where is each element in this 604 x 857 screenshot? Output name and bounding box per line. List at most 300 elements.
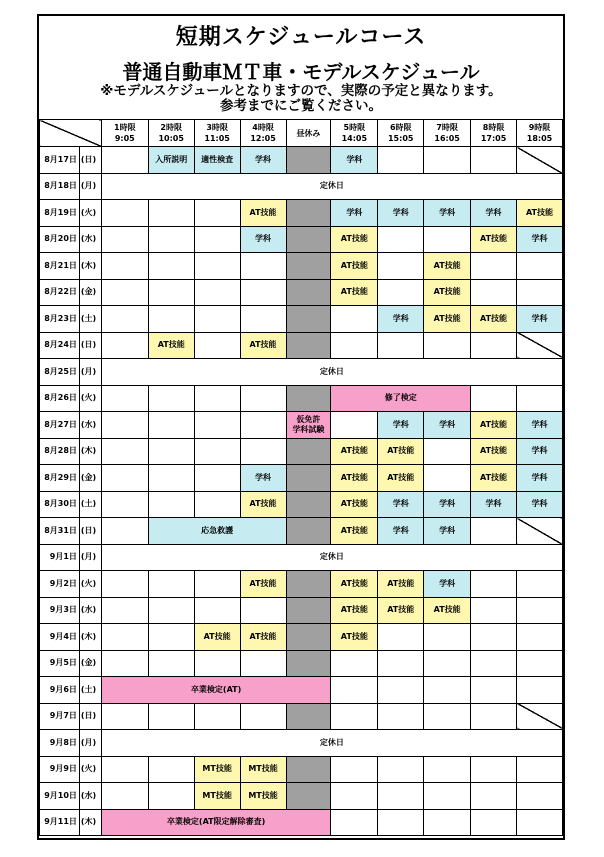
date-cell: 8月19日 bbox=[40, 200, 80, 227]
empty-cell bbox=[424, 703, 471, 730]
weekday-cell: (火) bbox=[79, 200, 101, 227]
empty-cell bbox=[148, 438, 194, 465]
date-cell: 9月11日 bbox=[40, 809, 80, 836]
lesson-cell: AT技能 bbox=[378, 438, 424, 465]
notice-line-2: 参考までにご覧ください。 bbox=[220, 98, 382, 114]
empty-cell bbox=[378, 279, 424, 306]
empty-cell bbox=[194, 279, 240, 306]
empty-cell bbox=[378, 703, 424, 730]
empty-cell bbox=[517, 650, 563, 677]
empty-cell bbox=[471, 147, 517, 174]
period-header bbox=[240, 120, 286, 147]
table-row bbox=[40, 385, 563, 412]
empty-cell bbox=[148, 703, 194, 730]
empty-cell bbox=[101, 597, 148, 624]
lesson-cell: AT技能 bbox=[240, 491, 286, 518]
empty-cell bbox=[101, 200, 148, 227]
lunch-break-cell bbox=[286, 650, 331, 677]
empty-cell bbox=[194, 226, 240, 253]
lesson-cell: AT技能 bbox=[471, 226, 517, 253]
corner-cell bbox=[40, 120, 102, 147]
empty-cell bbox=[194, 438, 240, 465]
weekday-cell: (水) bbox=[79, 226, 101, 253]
empty-cell bbox=[471, 332, 517, 359]
lesson-cell: 卒業検定(AT) bbox=[101, 677, 331, 704]
table-row bbox=[40, 279, 563, 306]
period-header bbox=[424, 120, 471, 147]
empty-cell bbox=[331, 677, 378, 704]
lesson-cell: 学科 bbox=[517, 226, 563, 253]
date-cell: 9月10日 bbox=[40, 783, 80, 810]
lunch-break-cell bbox=[286, 571, 331, 598]
date-cell: 8月24日 bbox=[40, 332, 80, 359]
date-cell: 9月2日 bbox=[40, 571, 80, 598]
lunch-break-cell bbox=[286, 703, 331, 730]
empty-cell bbox=[517, 332, 563, 359]
empty-cell bbox=[148, 624, 194, 651]
period-label: 9時限 bbox=[528, 123, 551, 132]
empty-cell bbox=[194, 385, 240, 412]
empty-cell bbox=[471, 571, 517, 598]
table-row bbox=[40, 200, 563, 227]
empty-cell bbox=[517, 279, 563, 306]
lunch-break-cell bbox=[286, 783, 331, 810]
lesson-cell: 応急救護 bbox=[148, 518, 286, 545]
lunch-break-cell bbox=[286, 279, 331, 306]
empty-cell bbox=[194, 597, 240, 624]
date-cell: 9月7日 bbox=[40, 703, 80, 730]
weekday-cell: (火) bbox=[79, 571, 101, 598]
empty-cell bbox=[148, 783, 194, 810]
lesson-cell: AT技能 bbox=[331, 571, 378, 598]
lesson-cell: AT技能 bbox=[240, 571, 286, 598]
empty-cell bbox=[240, 438, 286, 465]
empty-cell bbox=[194, 332, 240, 359]
period-label: 7時限 bbox=[436, 123, 458, 132]
date-cell: 8月28日 bbox=[40, 438, 80, 465]
lesson-cell: 学科 bbox=[424, 571, 471, 598]
table-row bbox=[40, 756, 563, 783]
lesson-cell: AT技能 bbox=[331, 438, 378, 465]
empty-cell bbox=[194, 491, 240, 518]
table-row bbox=[40, 147, 563, 174]
lesson-cell: 学科 bbox=[424, 491, 471, 518]
empty-cell bbox=[424, 650, 471, 677]
empty-cell bbox=[471, 783, 517, 810]
empty-cell bbox=[471, 385, 517, 412]
lesson-cell: AT技能 bbox=[148, 332, 194, 359]
date-cell: 8月18日 bbox=[40, 173, 80, 200]
period-header bbox=[471, 120, 517, 147]
weekday-cell: (金) bbox=[79, 465, 101, 492]
table-row bbox=[40, 677, 563, 704]
page-subtitle: 普通自動車ＭＴ車・モデルスケジュール bbox=[122, 60, 480, 84]
lunch-break-cell bbox=[286, 491, 331, 518]
weekday-cell: (水) bbox=[79, 412, 101, 439]
period-label: 8時限 bbox=[482, 123, 505, 132]
lesson-cell: 学科 bbox=[240, 226, 286, 253]
notice-line-1: ※モデルスケジュールとなりますので、実際の予定と異なります。 bbox=[100, 83, 502, 99]
lesson-cell: AT技能 bbox=[331, 465, 378, 492]
empty-cell bbox=[194, 703, 240, 730]
period-header bbox=[286, 120, 331, 147]
empty-cell bbox=[471, 703, 517, 730]
lunch-break-cell bbox=[286, 518, 331, 545]
period-header bbox=[148, 120, 194, 147]
empty-cell bbox=[194, 465, 240, 492]
empty-cell bbox=[240, 597, 286, 624]
lesson-cell: AT技能 bbox=[331, 253, 378, 280]
period-header bbox=[101, 120, 148, 147]
empty-cell bbox=[101, 783, 148, 810]
lesson-cell: 学科 bbox=[378, 491, 424, 518]
weekday-cell: (水) bbox=[79, 597, 101, 624]
table-row bbox=[40, 730, 563, 757]
empty-cell bbox=[148, 306, 194, 333]
table-row bbox=[40, 306, 563, 333]
lesson-cell: 仮免許 学科試験 bbox=[286, 412, 331, 439]
lunch-break-cell bbox=[286, 597, 331, 624]
date-cell: 8月25日 bbox=[40, 359, 80, 386]
empty-cell bbox=[331, 412, 378, 439]
lesson-cell: 学科 bbox=[331, 200, 378, 227]
table-row bbox=[40, 518, 563, 545]
empty-cell bbox=[148, 385, 194, 412]
empty-cell bbox=[101, 491, 148, 518]
lesson-cell: 学科 bbox=[517, 306, 563, 333]
empty-cell bbox=[517, 756, 563, 783]
weekday-cell: (土) bbox=[79, 677, 101, 704]
weekday-cell: (日) bbox=[79, 332, 101, 359]
empty-cell bbox=[194, 253, 240, 280]
empty-cell bbox=[101, 226, 148, 253]
empty-cell bbox=[240, 253, 286, 280]
table-row bbox=[40, 438, 563, 465]
empty-cell bbox=[240, 306, 286, 333]
table-row bbox=[40, 571, 563, 598]
lesson-cell: AT技能 bbox=[331, 624, 378, 651]
empty-cell bbox=[517, 253, 563, 280]
period-label: 1時限 bbox=[114, 123, 136, 132]
empty-cell bbox=[101, 518, 148, 545]
empty-cell bbox=[194, 412, 240, 439]
weekday-cell: (月) bbox=[79, 730, 101, 757]
lesson-cell: AT技能 bbox=[194, 624, 240, 651]
empty-cell bbox=[240, 412, 286, 439]
table-row bbox=[40, 783, 563, 810]
weekday-cell: (火) bbox=[79, 756, 101, 783]
weekday-cell: (日) bbox=[79, 518, 101, 545]
lesson-cell: 学科 bbox=[424, 412, 471, 439]
table-row bbox=[40, 809, 563, 836]
lunch-break-cell bbox=[286, 253, 331, 280]
empty-cell bbox=[194, 571, 240, 598]
empty-cell bbox=[101, 412, 148, 439]
empty-cell bbox=[240, 385, 286, 412]
lesson-cell: 学科 bbox=[517, 465, 563, 492]
empty-cell bbox=[101, 571, 148, 598]
empty-cell bbox=[148, 465, 194, 492]
weekday-cell: (水) bbox=[79, 783, 101, 810]
empty-cell bbox=[148, 597, 194, 624]
empty-cell bbox=[101, 306, 148, 333]
period-time: 14:05 bbox=[341, 134, 368, 143]
date-cell: 9月5日 bbox=[40, 650, 80, 677]
empty-cell bbox=[378, 147, 424, 174]
table-row bbox=[40, 624, 563, 651]
empty-cell bbox=[517, 783, 563, 810]
empty-cell bbox=[378, 624, 424, 651]
lesson-cell: 学科 bbox=[517, 412, 563, 439]
lesson-cell: MT技能 bbox=[194, 783, 240, 810]
empty-cell bbox=[517, 703, 563, 730]
lesson-cell: AT技能 bbox=[424, 306, 471, 333]
empty-cell bbox=[424, 677, 471, 704]
closed-day-cell: 定休日 bbox=[101, 173, 562, 200]
lesson-cell: AT技能 bbox=[331, 491, 378, 518]
header-row bbox=[40, 120, 563, 147]
period-time: 18:05 bbox=[526, 134, 553, 143]
period-header bbox=[517, 120, 563, 147]
empty-cell bbox=[148, 226, 194, 253]
lesson-cell: AT技能 bbox=[240, 332, 286, 359]
weekday-cell: (土) bbox=[79, 306, 101, 333]
date-cell: 8月20日 bbox=[40, 226, 80, 253]
lesson-cell: 学科 bbox=[378, 306, 424, 333]
empty-cell bbox=[517, 571, 563, 598]
lunch-break-cell bbox=[286, 756, 331, 783]
empty-cell bbox=[424, 332, 471, 359]
lesson-cell: AT技能 bbox=[378, 571, 424, 598]
date-cell: 8月30日 bbox=[40, 491, 80, 518]
lesson-cell: AT技能 bbox=[331, 279, 378, 306]
empty-cell bbox=[240, 279, 286, 306]
period-time: 9:05 bbox=[114, 134, 135, 143]
lesson-cell: 学科 bbox=[240, 465, 286, 492]
lesson-cell: 学科 bbox=[378, 412, 424, 439]
lesson-cell: AT技能 bbox=[240, 624, 286, 651]
lunch-break-cell bbox=[286, 438, 331, 465]
period-label: 6時限 bbox=[389, 123, 412, 132]
date-cell: 9月1日 bbox=[40, 544, 80, 571]
table-row bbox=[40, 359, 563, 386]
empty-cell bbox=[378, 783, 424, 810]
lesson-cell: AT技能 bbox=[471, 438, 517, 465]
empty-cell bbox=[148, 200, 194, 227]
lesson-cell: 学科 bbox=[331, 147, 378, 174]
weekday-cell: (木) bbox=[79, 809, 101, 836]
schedule-sheet bbox=[37, 14, 565, 840]
empty-cell bbox=[378, 253, 424, 280]
period-header bbox=[378, 120, 424, 147]
date-cell: 8月22日 bbox=[40, 279, 80, 306]
empty-cell bbox=[101, 253, 148, 280]
lesson-cell: AT技能 bbox=[378, 465, 424, 492]
table-row bbox=[40, 465, 563, 492]
empty-cell bbox=[424, 809, 471, 836]
lesson-cell: 学科 bbox=[240, 147, 286, 174]
period-label: 5時限 bbox=[343, 123, 366, 132]
table-row bbox=[40, 650, 563, 677]
empty-cell bbox=[517, 597, 563, 624]
table-row bbox=[40, 544, 563, 571]
empty-cell bbox=[331, 650, 378, 677]
table-row bbox=[40, 332, 563, 359]
lunch-break-cell bbox=[286, 624, 331, 651]
empty-cell bbox=[331, 306, 378, 333]
empty-cell bbox=[424, 624, 471, 651]
lesson-cell: AT技能 bbox=[471, 306, 517, 333]
empty-cell bbox=[148, 756, 194, 783]
empty-cell bbox=[101, 756, 148, 783]
lesson-cell: AT技能 bbox=[240, 200, 286, 227]
lunch-break-cell bbox=[286, 306, 331, 333]
empty-cell bbox=[331, 332, 378, 359]
lesson-cell: 適性検査 bbox=[194, 147, 240, 174]
empty-cell bbox=[471, 677, 517, 704]
date-cell: 8月31日 bbox=[40, 518, 80, 545]
lesson-cell: 卒業検定(AT限定解除審査) bbox=[101, 809, 331, 836]
empty-cell bbox=[424, 783, 471, 810]
weekday-cell: (木) bbox=[79, 624, 101, 651]
lesson-cell: 学科 bbox=[378, 200, 424, 227]
weekday-cell: (日) bbox=[79, 703, 101, 730]
empty-cell bbox=[378, 650, 424, 677]
period-label: 4時限 bbox=[252, 123, 274, 132]
empty-cell bbox=[148, 412, 194, 439]
empty-cell bbox=[471, 756, 517, 783]
lesson-cell: 学科 bbox=[471, 491, 517, 518]
period-time: 16:05 bbox=[434, 134, 460, 143]
empty-cell bbox=[517, 677, 563, 704]
lesson-cell: AT技能 bbox=[517, 200, 563, 227]
lesson-cell: 学科 bbox=[471, 200, 517, 227]
weekday-cell: (金) bbox=[79, 279, 101, 306]
empty-cell bbox=[471, 650, 517, 677]
lunch-break-cell bbox=[286, 465, 331, 492]
date-cell: 8月21日 bbox=[40, 253, 80, 280]
lesson-cell: MT技能 bbox=[240, 756, 286, 783]
lesson-cell: AT技能 bbox=[331, 226, 378, 253]
empty-cell bbox=[517, 809, 563, 836]
lunch-break-cell bbox=[286, 200, 331, 227]
closed-day-cell: 定休日 bbox=[101, 730, 562, 757]
weekday-cell: (土) bbox=[79, 491, 101, 518]
lesson-cell: AT技能 bbox=[331, 518, 378, 545]
date-cell: 9月8日 bbox=[40, 730, 80, 757]
lesson-cell: MT技能 bbox=[194, 756, 240, 783]
date-cell: 9月4日 bbox=[40, 624, 80, 651]
period-time: 15:05 bbox=[387, 134, 414, 143]
lesson-cell: AT技能 bbox=[471, 412, 517, 439]
period-header bbox=[194, 120, 240, 147]
period-label: 2時限 bbox=[160, 123, 182, 132]
empty-cell bbox=[101, 650, 148, 677]
empty-cell bbox=[101, 624, 148, 651]
closed-day-cell: 定休日 bbox=[101, 359, 562, 386]
date-cell: 9月6日 bbox=[40, 677, 80, 704]
weekday-cell: (月) bbox=[79, 173, 101, 200]
date-cell: 8月26日 bbox=[40, 385, 80, 412]
lesson-cell: 学科 bbox=[424, 518, 471, 545]
weekday-cell: (木) bbox=[79, 438, 101, 465]
date-cell: 8月17日 bbox=[40, 147, 80, 174]
period-time: 17:05 bbox=[480, 134, 507, 143]
empty-cell bbox=[378, 332, 424, 359]
lesson-cell: 学科 bbox=[378, 518, 424, 545]
empty-cell bbox=[101, 332, 148, 359]
period-time: 10:05 bbox=[158, 134, 184, 143]
empty-cell bbox=[194, 650, 240, 677]
empty-cell bbox=[424, 226, 471, 253]
empty-cell bbox=[378, 226, 424, 253]
lunch-break-cell bbox=[286, 332, 331, 359]
empty-cell bbox=[424, 438, 471, 465]
lesson-cell: AT技能 bbox=[424, 253, 471, 280]
empty-cell bbox=[101, 279, 148, 306]
lesson-cell: AT技能 bbox=[424, 279, 471, 306]
empty-cell bbox=[331, 809, 378, 836]
date-cell: 9月3日 bbox=[40, 597, 80, 624]
empty-cell bbox=[331, 703, 378, 730]
table-row bbox=[40, 412, 563, 439]
empty-cell bbox=[240, 650, 286, 677]
empty-cell bbox=[471, 253, 517, 280]
period-label: 昼休み bbox=[296, 128, 321, 138]
empty-cell bbox=[378, 677, 424, 704]
table-row bbox=[40, 226, 563, 253]
empty-cell bbox=[194, 200, 240, 227]
weekday-cell: (日) bbox=[79, 147, 101, 174]
lesson-cell: MT技能 bbox=[240, 783, 286, 810]
date-cell: 9月9日 bbox=[40, 756, 80, 783]
period-time: 11:05 bbox=[204, 134, 230, 143]
lesson-cell: AT技能 bbox=[471, 465, 517, 492]
empty-cell bbox=[424, 147, 471, 174]
lesson-cell: 入所説明 bbox=[148, 147, 194, 174]
table-row bbox=[40, 253, 563, 280]
weekday-cell: (月) bbox=[79, 544, 101, 571]
lunch-break-cell bbox=[286, 385, 331, 412]
empty-cell bbox=[101, 385, 148, 412]
lesson-cell: AT技能 bbox=[424, 597, 471, 624]
empty-cell bbox=[240, 703, 286, 730]
lesson-cell: 学科 bbox=[424, 200, 471, 227]
empty-cell bbox=[471, 518, 517, 545]
empty-cell bbox=[148, 491, 194, 518]
weekday-cell: (金) bbox=[79, 650, 101, 677]
lesson-cell: 学科 bbox=[517, 491, 563, 518]
empty-cell bbox=[101, 147, 148, 174]
empty-cell bbox=[471, 279, 517, 306]
empty-cell bbox=[101, 438, 148, 465]
empty-cell bbox=[148, 253, 194, 280]
empty-cell bbox=[194, 306, 240, 333]
empty-cell bbox=[331, 756, 378, 783]
empty-cell bbox=[517, 385, 563, 412]
empty-cell bbox=[471, 809, 517, 836]
empty-cell bbox=[471, 597, 517, 624]
table-row bbox=[40, 703, 563, 730]
page-title: 短期スケジュールコース bbox=[175, 25, 427, 50]
table-row bbox=[40, 173, 563, 200]
period-time: 12:05 bbox=[250, 134, 276, 143]
lesson-cell: 修了検定 bbox=[331, 385, 471, 412]
empty-cell bbox=[101, 465, 148, 492]
lesson-cell: 学科 bbox=[517, 438, 563, 465]
empty-cell bbox=[148, 650, 194, 677]
schedule-table bbox=[39, 119, 563, 836]
